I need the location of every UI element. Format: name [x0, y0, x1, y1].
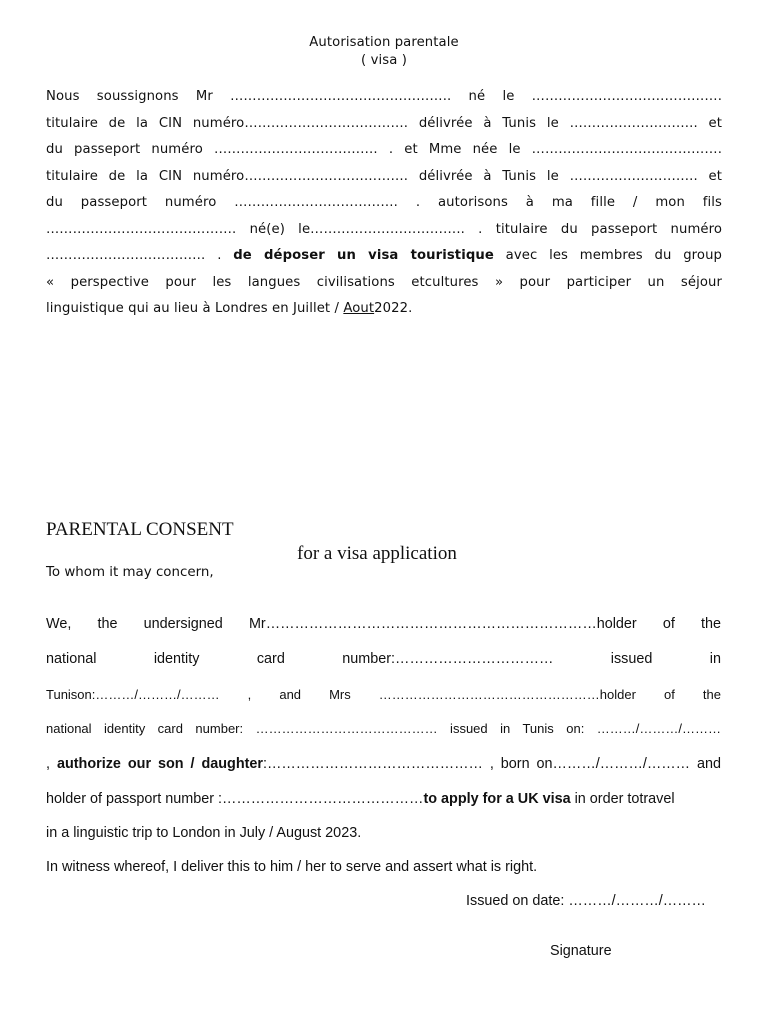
french-line-7-rest: avec les membres du group — [505, 248, 722, 263]
french-line-6: ……………………………………. né(e) le…………………………….. . titulaire du passeport numéro — [46, 222, 722, 237]
english-title: PARENTAL CONSENT — [46, 519, 234, 540]
issued-on-date: Issued on date: ………/………/……… — [466, 893, 706, 909]
english-line-6-pre: holder of passport number :…………………………………… — [46, 791, 424, 807]
english-line-8: In witness whereof, I deliver this to him / her to serve and assert what is right. — [46, 859, 538, 875]
french-subtitle: ( visa ) — [361, 53, 407, 68]
french-line-9-underlined: Aout — [343, 301, 375, 316]
french-line-9-pre: linguistique qui au lieu à Londres en Juillet / — [46, 301, 340, 316]
english-line-5-post: :……………………………………… , born on………/………/……… and — [263, 756, 722, 772]
english-line-6-bold: to apply for a UK visa — [423, 791, 571, 807]
english-line-5-pre: , — [46, 756, 57, 772]
english-line-7: in a linguistic trip to London in July / August 2023. — [46, 825, 362, 841]
french-line-9-post: 2022. — [374, 301, 413, 316]
english-line-5 — [46, 756, 721, 772]
french-line-3: du passeport numéro ………………………………. . et Mme née le ……………………………………. — [46, 142, 722, 157]
english-subtitle: for a visa application — [297, 543, 457, 564]
french-line-7-dots: ……………………………… . — [46, 248, 222, 263]
french-line-7 — [46, 248, 722, 263]
english-line-3: Tunison:………/………/……… , and Mrs ……………………………………………holder of the — [46, 687, 721, 702]
english-line-5-bold: authorize our son / daughter — [56, 756, 264, 772]
french-line-5: du passeport numéro ………………………………. . autorisons à ma fille / mon fils — [46, 195, 722, 210]
french-line-7-bold: de déposer un visa touristique — [233, 248, 494, 263]
french-title: Autorisation parentale — [309, 35, 459, 50]
french-line-8: « perspective pour les langues civilisations etcultures » pour participer un séjour — [46, 275, 722, 290]
english-line-6-post: in order totravel — [570, 791, 675, 807]
signature-label: Signature — [550, 943, 612, 959]
french-line-2: titulaire de la CIN numéro………………………………. délivrée à Tunis le ……………………….. et — [46, 116, 722, 131]
english-line-2: national identity card number:…………………………… issued in — [46, 651, 721, 667]
french-line-9 — [46, 301, 722, 316]
english-line-4: national identity card number: …………………………………… issued in Tunis on: ………/………/……… — [46, 721, 721, 736]
french-line-1: Nous soussignons Mr ………………………………………….. né le ……………………………………. — [46, 89, 722, 104]
to-whom-line: To whom it may concern, — [46, 565, 214, 580]
english-line-1: We, the undersigned Mr……………………………………………………………holder of the — [46, 616, 721, 632]
english-line-6 — [46, 791, 675, 807]
french-line-4: titulaire de la CIN numéro………………………………. délivrée à Tunis le ……………………….. et — [46, 169, 722, 184]
